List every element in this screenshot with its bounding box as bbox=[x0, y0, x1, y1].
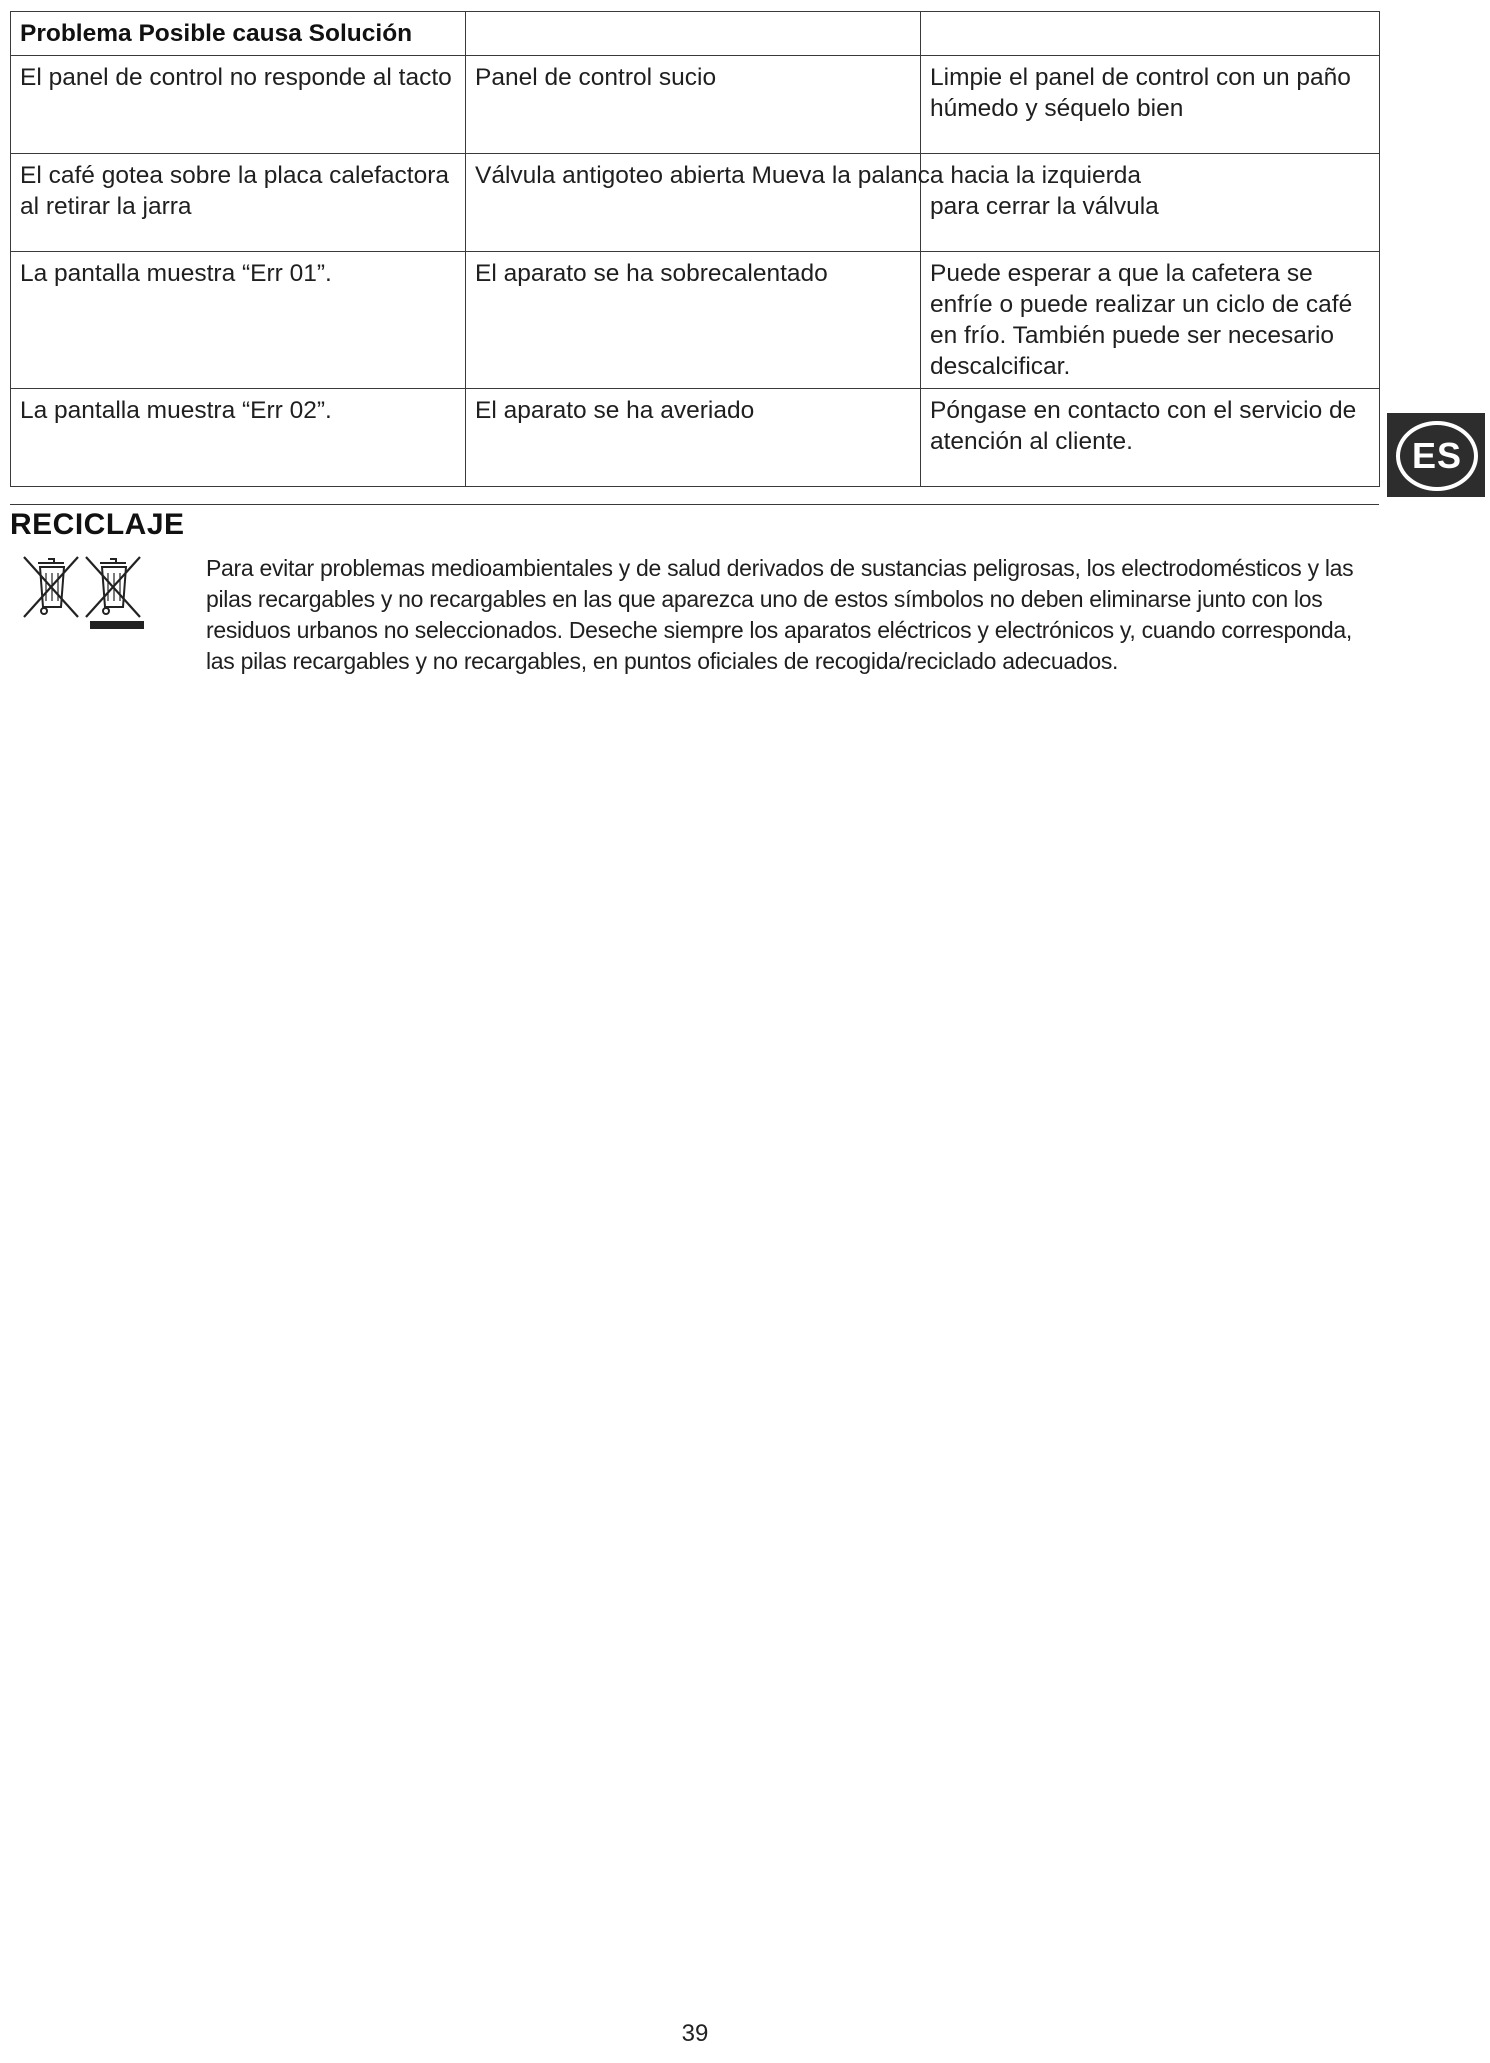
cause-text: Válvula antigoteo abierta Mueva la palanca hacia la izquierda bbox=[475, 162, 1142, 189]
table-header-cell-empty bbox=[466, 12, 921, 56]
language-badge-label: ES bbox=[1411, 435, 1463, 476]
table-header-row bbox=[11, 12, 1380, 56]
problem-cell: El café gotea sobre la placa calefactora al retirar la jarra bbox=[11, 154, 466, 252]
problem-cell: La pantalla muestra “Err 02”. bbox=[11, 389, 466, 487]
table-row bbox=[11, 252, 1380, 389]
cause-cell: Panel de control sucio bbox=[466, 56, 921, 154]
section-title: RECICLAJE bbox=[10, 508, 185, 541]
table-row bbox=[11, 56, 1380, 154]
table-row bbox=[11, 154, 1380, 252]
table-row bbox=[11, 389, 1380, 487]
solution-cell: Póngase en contacto con el servicio de atención al cliente. bbox=[921, 389, 1380, 487]
problem-cell: La pantalla muestra “Err 01”. bbox=[11, 252, 466, 389]
crossed-out-wheelie-bin-with-bar-icon bbox=[86, 557, 144, 629]
page-number: 39 bbox=[681, 2020, 709, 2047]
table-header-cell bbox=[11, 12, 466, 56]
problem-cell: El panel de control no responde al tacto bbox=[11, 56, 466, 154]
language-badge-ring bbox=[1396, 421, 1478, 491]
cause-cell: El aparato se ha sobrecalentado bbox=[466, 252, 921, 389]
language-badge bbox=[1387, 413, 1485, 497]
table-header-cell-empty bbox=[921, 12, 1380, 56]
section-divider bbox=[10, 504, 1379, 505]
solution-cell: Limpie el panel de control con un paño húmedo y séquelo bien bbox=[921, 56, 1380, 154]
solution-text: para cerrar la válvula bbox=[930, 193, 1159, 220]
recycling-paragraph: Para evitar problemas medioambientales y de salud derivados de sustancias peligrosas, los electrodomésticos y las pilas recargables y no recargables en las que aparezca uno de estos símbolos no deben eliminarse junto con los residuos urbanos no seleccionados. Deseche siempre los aparatos eléctricos y electrónicos y, cuando corresponda, las pilas recargables y no recargables, en puntos oficiales de recogida/reciclado adecuados. bbox=[206, 555, 1354, 674]
cause-cell: El aparato se ha averiado bbox=[466, 389, 921, 487]
troubleshooting-table bbox=[10, 11, 1380, 487]
solution-cell: Puede esperar a que la cafetera se enfríe o puede realizar un ciclo de café en frío. También puede ser necesario descalcificar. bbox=[921, 252, 1380, 389]
table-header-text: Problema Posible causa Solución bbox=[20, 20, 413, 47]
weee-symbols bbox=[18, 553, 148, 629]
crossed-out-wheelie-bin-icon bbox=[24, 557, 78, 617]
